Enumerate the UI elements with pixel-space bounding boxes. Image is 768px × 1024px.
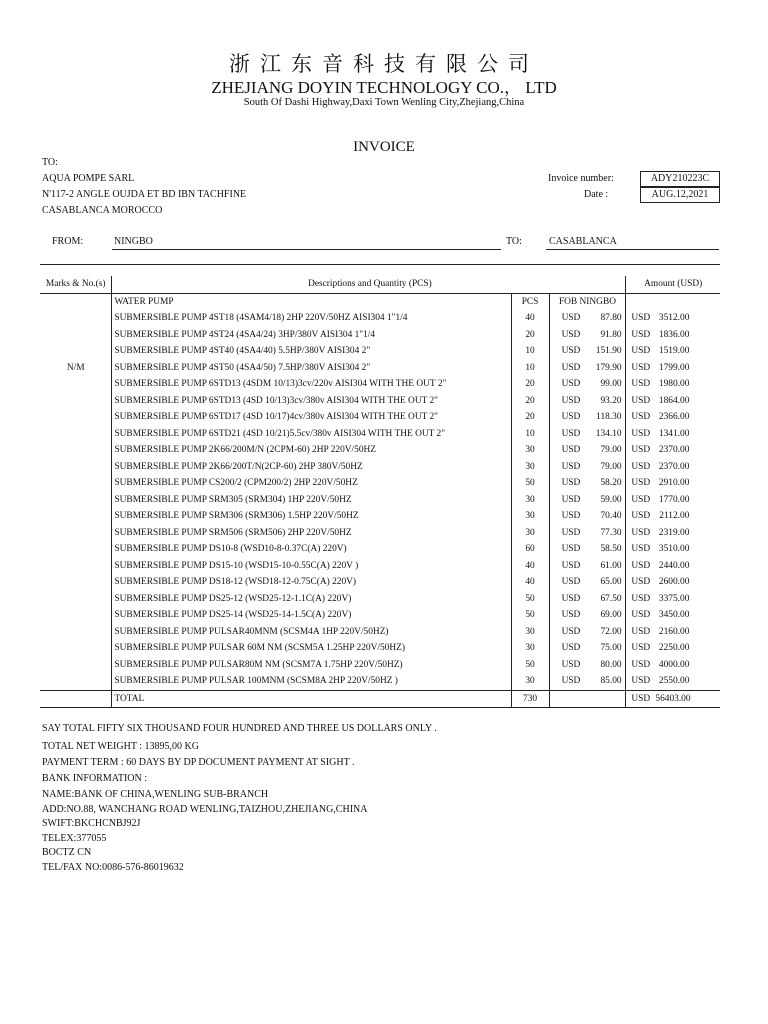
- invoice-number-value: ADY210223C: [640, 171, 720, 187]
- currency-label: USD: [561, 577, 581, 588]
- item-pcs: 10: [511, 343, 549, 360]
- total-net-weight: TOTAL NET WEIGHT : 13895,00 KG: [42, 741, 199, 752]
- item-fob-price: [549, 508, 626, 525]
- item-fob-price: [549, 393, 626, 410]
- item-fob-price: [549, 492, 626, 509]
- item-pcs: 30: [511, 459, 549, 476]
- item-fob-value: 91.80: [600, 329, 622, 340]
- table-row: [40, 376, 720, 393]
- item-pcs: 20: [511, 409, 549, 426]
- table-row: [40, 657, 720, 674]
- item-pcs: 30: [511, 442, 549, 459]
- currency-label: USD: [561, 643, 581, 654]
- currency-label: USD: [631, 461, 651, 472]
- currency-label: USD: [561, 412, 581, 423]
- item-fob-value: 134.10: [595, 428, 622, 439]
- item-fob-value: 118.30: [596, 412, 622, 423]
- table-row: [40, 492, 720, 509]
- item-fob-price: [549, 327, 626, 344]
- currency-label: USD: [631, 379, 651, 390]
- marks-cell: [40, 426, 112, 443]
- invoice-date-label: Date :: [584, 189, 609, 200]
- item-fob-value: 79.00: [600, 461, 622, 472]
- marks-cell: [40, 574, 112, 591]
- marks-cell: [40, 293, 112, 310]
- item-pcs: 50: [511, 591, 549, 608]
- item-description: SUBMERSIBLE PUMP SRM305 (SRM304) 1HP 220V/50HZ: [114, 494, 352, 505]
- table-row: [40, 607, 720, 624]
- item-description: SUBMERSIBLE PUMP 6STD13 (4SDM 10/13)3cv/220v AISI304 WITH THE OUT 2": [114, 379, 447, 390]
- total-amount-value: 56403.00: [655, 693, 691, 704]
- bank-address: ADD:NO.88, WANCHANG ROAD WENLING,TAIZHOU,ZHEJIANG,CHINA: [42, 804, 368, 815]
- marks-cell: [40, 591, 112, 608]
- item-fob-value: 65.00: [600, 577, 622, 588]
- currency-label: USD: [631, 478, 651, 489]
- item-fob-price: [549, 624, 626, 641]
- currency-label: USD: [561, 659, 581, 670]
- item-description: SUBMERSIBLE PUMP 4ST24 (4SA4/24) 3HP/380V AISI304 1"1/4: [114, 329, 376, 340]
- item-description: SUBMERSIBLE PUMP 2K66/200T/N(2CP-60) 2HP 380V/50HZ: [114, 461, 363, 472]
- description-header: Descriptions and Quantity (PCS): [308, 279, 432, 290]
- item-amount-value: 2370.00: [658, 445, 690, 456]
- item-description: SUBMERSIBLE PUMP PULSAR40MNM (SCSM4A 1HP 220V/50HZ): [114, 626, 389, 637]
- marks-cell: [40, 558, 112, 575]
- item-fob-price: [549, 640, 626, 657]
- item-amount: [626, 360, 720, 377]
- item-pcs: 50: [511, 657, 549, 674]
- item-pcs: 30: [511, 525, 549, 542]
- item-fob-price: [549, 607, 626, 624]
- marks-cell: [40, 459, 112, 476]
- item-pcs: 30: [511, 492, 549, 509]
- item-amount: [626, 508, 720, 525]
- item-pcs: 40: [511, 310, 549, 327]
- item-amount-value: 3510.00: [658, 544, 690, 555]
- currency-label: USD: [631, 362, 651, 373]
- item-amount-value: 2319.00: [658, 527, 690, 538]
- item-fob-value: 179.90: [595, 362, 622, 373]
- item-fob-value: 61.00: [600, 560, 622, 571]
- amount-cell: [626, 293, 720, 310]
- currency-label: USD: [631, 395, 651, 406]
- item-description: SUBMERSIBLE PUMP 4ST18 (4SAM4/18) 2HP 220V/50HZ AISI304 1"1/4: [114, 313, 408, 324]
- item-pcs: 50: [511, 475, 549, 492]
- item-amount-value: 3375.00: [658, 593, 690, 604]
- item-amount: [626, 591, 720, 608]
- item-amount: [626, 343, 720, 360]
- to-value: CASABLANCA: [549, 236, 617, 247]
- item-fob-price: [549, 475, 626, 492]
- table-row: [40, 409, 720, 426]
- currency-label: USD: [631, 445, 651, 456]
- item-fob-value: 58.20: [600, 478, 622, 489]
- item-amount: [626, 409, 720, 426]
- table-row: [40, 442, 720, 459]
- currency-label: USD: [631, 412, 651, 423]
- table-row: [40, 360, 720, 377]
- item-fob-value: 70.40: [600, 511, 622, 522]
- item-description: SUBMERSIBLE PUMP 4ST50 (4SA4/50) 7.5HP/380V AISI304 2": [114, 362, 371, 373]
- marks-cell: [40, 492, 112, 509]
- item-pcs: 30: [511, 673, 549, 690]
- item-pcs: 60: [511, 541, 549, 558]
- item-description: SUBMERSIBLE PUMP DS25-12 (WSD25-12-1.1C(A) 220V): [114, 593, 352, 604]
- company-name-chinese: 浙江东音科技有限公司: [229, 52, 539, 76]
- currency-label: USD: [631, 313, 651, 324]
- item-amount-value: 2160.00: [658, 626, 690, 637]
- currency-label: USD: [561, 478, 581, 489]
- buyer-address-line1: N'117-2 ANGLE OUJDA ET BD IBN TACHFINE: [42, 189, 247, 200]
- item-pcs: 30: [511, 508, 549, 525]
- item-amount: [626, 657, 720, 674]
- currency-label: USD: [561, 362, 581, 373]
- item-amount-value: 2366.00: [658, 412, 690, 423]
- marks-cell: [40, 310, 112, 327]
- currency-label: USD: [631, 610, 651, 621]
- company-address: South Of Dashi Highway,Daxi Town Wenling City,Zhejiang,China: [243, 97, 525, 108]
- boctz: BOCTZ CN: [42, 847, 92, 858]
- total-pcs: 730: [511, 690, 549, 708]
- marks-header: Marks & No.(s): [40, 276, 112, 293]
- item-pcs: 20: [511, 393, 549, 410]
- currency-label: USD: [561, 626, 581, 637]
- item-fob-value: 93.20: [600, 395, 622, 406]
- marks-cell: [40, 525, 112, 542]
- item-amount: [626, 492, 720, 509]
- table-row: [40, 426, 720, 443]
- marks-cell: [40, 673, 112, 690]
- swift-code: SWIFT:BKCHCNBJ92J: [42, 818, 141, 829]
- item-amount: [626, 574, 720, 591]
- item-pcs: 40: [511, 558, 549, 575]
- buyer-name: AQUA POMPE SARL: [42, 173, 135, 184]
- item-amount-value: 1770.00: [658, 494, 690, 505]
- table-top-border: [40, 264, 720, 265]
- to-label: TO:: [42, 157, 58, 168]
- item-description: SUBMERSIBLE PUMP CS200/2 (CPM200/2) 2HP 220V/50HZ: [114, 478, 358, 489]
- marks-cell: [40, 624, 112, 641]
- item-amount: [626, 541, 720, 558]
- amount-header: Amount (USD): [626, 276, 720, 293]
- currency-label: USD: [631, 544, 651, 555]
- item-fob-value: 58.50: [600, 544, 622, 555]
- item-description: SUBMERSIBLE PUMP SRM506 (SRM506) 2HP 220V/50HZ: [114, 527, 352, 538]
- currency-label: USD: [561, 445, 581, 456]
- item-amount: [626, 624, 720, 641]
- item-description: SUBMERSIBLE PUMP DS25-14 (WSD25-14-1.5C(A) 220V): [114, 610, 352, 621]
- item-description: SUBMERSIBLE PUMP DS15-10 (WSD15-10-0.55C(A) 220V ): [114, 560, 359, 571]
- marks-cell: [40, 376, 112, 393]
- currency-label: USD: [631, 626, 651, 637]
- item-amount: [626, 607, 720, 624]
- item-fob-value: 99.00: [600, 379, 622, 390]
- items-table: [40, 276, 720, 708]
- marks-cell: [40, 541, 112, 558]
- item-pcs: 20: [511, 376, 549, 393]
- marks-cell: [40, 690, 112, 708]
- item-fob-value: 87.80: [600, 313, 622, 324]
- item-amount: [626, 426, 720, 443]
- item-description: SUBMERSIBLE PUMP 6STD13 (4SD 10/13)3cv/380v AISI304 WITH THE OUT 2": [114, 395, 438, 406]
- invoice-date-value: AUG.12,2021: [640, 187, 720, 203]
- currency-label: USD: [631, 676, 651, 687]
- currency-label: USD: [631, 577, 651, 588]
- table-row: [40, 310, 720, 327]
- table-row: [40, 508, 720, 525]
- item-description: SUBMERSIBLE PUMP PULSAR 60M NM (SCSM5A 1.25HP 220V/50HZ): [114, 643, 405, 654]
- item-fob-price: [549, 360, 626, 377]
- currency-label: USD: [631, 511, 651, 522]
- currency-label: USD: [561, 593, 581, 604]
- item-fob-price: [549, 673, 626, 690]
- marks-cell: [40, 508, 112, 525]
- currency-label: USD: [631, 428, 651, 439]
- item-description: SUBMERSIBLE PUMP DS10-8 (WSD10-8-0.37C(A) 220V): [114, 544, 347, 555]
- currency-label: USD: [561, 560, 581, 571]
- currency-label: USD: [561, 346, 581, 357]
- item-amount-value: 1864.00: [658, 395, 690, 406]
- currency-label: USD: [561, 329, 581, 340]
- item-amount-value: 2550.00: [658, 676, 690, 687]
- marks-cell: N/M: [40, 360, 112, 377]
- item-fob-price: [549, 409, 626, 426]
- item-description: SUBMERSIBLE PUMP 4ST40 (4SA4/40) 5.5HP/380V AISI304 2": [114, 346, 371, 357]
- item-fob-price: [549, 541, 626, 558]
- currency-label: USD: [631, 527, 651, 538]
- item-amount: [626, 475, 720, 492]
- item-description: SUBMERSIBLE PUMP 2K66/200M/N (2CPM-60) 2HP 220V/50HZ: [114, 445, 377, 456]
- currency-label: USD: [631, 560, 651, 571]
- item-fob-price: [549, 558, 626, 575]
- item-description: SUBMERSIBLE PUMP PULSAR80M NM (SCSM7A 1.75HP 220V/50HZ): [114, 659, 403, 670]
- payment-term: PAYMENT TERM : 60 DAYS BY DP DOCUMENT PAYMENT AT SIGHT .: [42, 757, 355, 768]
- table-row: [40, 525, 720, 542]
- item-amount: [626, 558, 720, 575]
- category-label: WATER PUMP: [114, 296, 174, 307]
- currency-label: USD: [561, 494, 581, 505]
- item-fob-price: [549, 591, 626, 608]
- marks-cell: [40, 442, 112, 459]
- marks-cell: [40, 327, 112, 344]
- item-fob-price: [549, 574, 626, 591]
- currency-label: USD: [631, 593, 651, 604]
- table-row: [40, 327, 720, 344]
- from-underline: [112, 249, 501, 250]
- item-fob-value: 59.00: [600, 494, 622, 505]
- item-pcs: 50: [511, 607, 549, 624]
- item-amount-value: 2440.00: [658, 560, 690, 571]
- item-amount: [626, 393, 720, 410]
- currency-label: USD: [561, 511, 581, 522]
- item-fob-value: 151.90: [595, 346, 622, 357]
- item-description: SUBMERSIBLE PUMP 6STD21 (4SD 10/21)5.5cv/380v AISI304 WITH THE OUT 2": [114, 428, 446, 439]
- item-amount-value: 1519.00: [658, 346, 690, 357]
- item-amount-value: 2250.00: [658, 643, 690, 654]
- currency-label: USD: [631, 494, 651, 505]
- total-label: TOTAL: [114, 693, 145, 704]
- table-row: [40, 459, 720, 476]
- company-name-english: ZHEJIANG DOYIN TECHNOLOGY CO.， LTD: [211, 78, 557, 97]
- item-amount-value: 1836.00: [658, 329, 690, 340]
- item-amount-value: 3512.00: [658, 313, 690, 324]
- item-amount-value: 1799.00: [658, 362, 690, 373]
- item-amount: [626, 673, 720, 690]
- total-fob-cell: [549, 690, 626, 708]
- marks-cell: [40, 409, 112, 426]
- currency-label: USD: [561, 428, 581, 439]
- invoice-number-label: Invoice number:: [548, 173, 614, 184]
- currency-label: USD: [561, 527, 581, 538]
- item-fob-price: [549, 426, 626, 443]
- item-fob-value: 69.00: [600, 610, 622, 621]
- item-description: SUBMERSIBLE PUMP 6STD17 (4SD 10/17)4cv/380v AISI304 WITH THE OUT 2": [114, 412, 438, 423]
- buyer-address-line2: CASABLANCA MOROCCO: [42, 205, 163, 216]
- fob-header: FOB NINGBO: [558, 296, 616, 307]
- currency-label: USD: [561, 395, 581, 406]
- item-fob-value: 67.50: [600, 593, 622, 604]
- currency-label: USD: [561, 610, 581, 621]
- item-fob-value: 75.00: [600, 643, 622, 654]
- table-row: [40, 624, 720, 641]
- document-title: INVOICE: [353, 139, 415, 155]
- currency-label: USD: [631, 346, 651, 357]
- currency-label: USD: [631, 643, 651, 654]
- table-row: [40, 393, 720, 410]
- item-amount-value: 3450.00: [658, 610, 690, 621]
- item-amount-value: 4000.00: [658, 659, 690, 670]
- item-description: SUBMERSIBLE PUMP SRM306 (SRM306) 1.5HP 220V/50HZ: [114, 511, 359, 522]
- item-description: SUBMERSIBLE PUMP PULSAR 100MNM (SCSM8A 2HP 220V/50HZ ): [114, 676, 398, 687]
- marks-cell: [40, 475, 112, 492]
- item-amount: [626, 442, 720, 459]
- bank-info-label: BANK INFORMATION :: [42, 773, 148, 784]
- item-amount-value: 2112.00: [659, 511, 690, 522]
- to-underline: [546, 249, 719, 250]
- currency-label: USD: [561, 544, 581, 555]
- item-amount: [626, 376, 720, 393]
- item-amount: [626, 459, 720, 476]
- item-pcs: 10: [511, 426, 549, 443]
- item-amount: [626, 525, 720, 542]
- tel-fax: TEL/FAX NO:0086-576-86019632: [42, 862, 184, 873]
- item-fob-price: [549, 442, 626, 459]
- currency-label: USD: [561, 676, 581, 687]
- item-amount: [626, 640, 720, 657]
- bank-name: NAME:BANK OF CHINA,WENLING SUB-BRANCH: [42, 789, 269, 800]
- item-fob-price: [549, 525, 626, 542]
- route-to-label: TO:: [506, 236, 522, 247]
- item-pcs: 40: [511, 574, 549, 591]
- say-total: SAY TOTAL FIFTY SIX THOUSAND FOUR HUNDRED AND THREE US DOLLARS ONLY .: [42, 723, 437, 734]
- total-amount: [626, 690, 720, 708]
- table-row: [40, 343, 720, 360]
- currency-label: USD: [561, 379, 581, 390]
- item-amount: [626, 327, 720, 344]
- item-amount-value: 1980.00: [658, 379, 690, 390]
- item-amount-value: 2370.00: [658, 461, 690, 472]
- item-fob-value: 79.00: [600, 445, 622, 456]
- table-row: [40, 574, 720, 591]
- table-row: [40, 558, 720, 575]
- currency-label: USD: [631, 329, 651, 340]
- marks-cell: [40, 343, 112, 360]
- telex: TELEX:377055: [42, 833, 107, 844]
- item-fob-price: [549, 459, 626, 476]
- from-value: NINGBO: [114, 236, 153, 247]
- item-fob-price: [549, 343, 626, 360]
- marks-cell: [40, 640, 112, 657]
- item-amount-value: 2600.00: [658, 577, 690, 588]
- table-row: [40, 475, 720, 492]
- currency-label: USD: [631, 693, 651, 704]
- item-fob-value: 80.00: [600, 659, 622, 670]
- marks-cell: [40, 607, 112, 624]
- item-pcs: 10: [511, 360, 549, 377]
- item-amount-value: 2910.00: [658, 478, 690, 489]
- item-pcs: 20: [511, 327, 549, 344]
- marks-cell: [40, 393, 112, 410]
- item-amount: [626, 310, 720, 327]
- item-fob-price: [549, 376, 626, 393]
- item-fob-price: [549, 310, 626, 327]
- item-fob-value: 72.00: [600, 626, 622, 637]
- table-row: [40, 591, 720, 608]
- item-description: SUBMERSIBLE PUMP DS18-12 (WSD18-12-0.75C(A) 220V): [114, 577, 357, 588]
- currency-label: USD: [631, 659, 651, 670]
- item-amount-value: 1341.00: [658, 428, 690, 439]
- from-label: FROM:: [52, 236, 84, 247]
- marks-cell: [40, 657, 112, 674]
- item-fob-price: [549, 657, 626, 674]
- pcs-header: PCS: [511, 293, 549, 310]
- table-row: [40, 640, 720, 657]
- currency-label: USD: [561, 461, 581, 472]
- item-fob-value: 77.30: [600, 527, 622, 538]
- item-fob-value: 85.00: [600, 676, 622, 687]
- table-row: [40, 673, 720, 690]
- currency-label: USD: [561, 313, 581, 324]
- table-row: [40, 541, 720, 558]
- item-pcs: 30: [511, 624, 549, 641]
- item-pcs: 30: [511, 640, 549, 657]
